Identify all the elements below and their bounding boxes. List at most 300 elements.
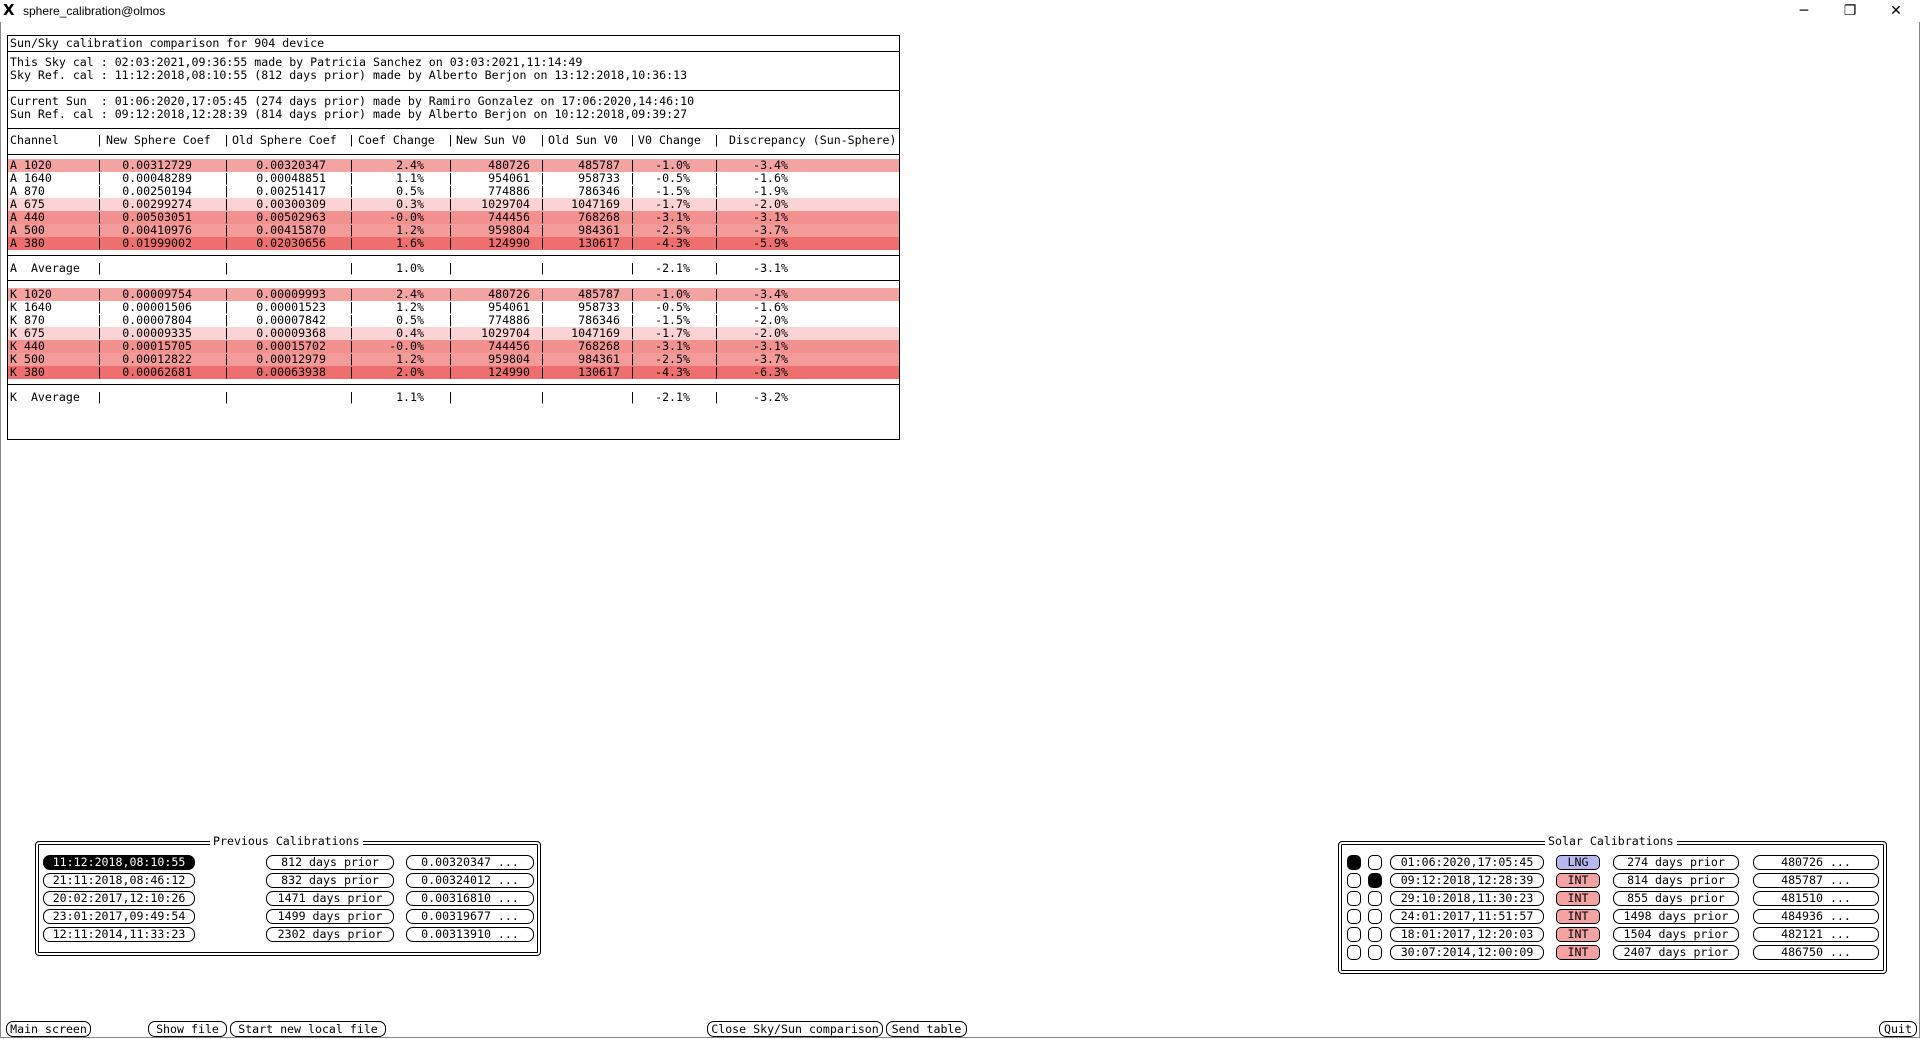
cell-new-v0: 1029704 xyxy=(481,326,530,340)
column-separator: | xyxy=(629,261,636,275)
column-separator: | xyxy=(447,184,454,198)
solar-calibration-type-badge: INT xyxy=(1556,909,1600,924)
solar-calibration-date-button[interactable]: 09:12:2018,12:28:39 xyxy=(1390,873,1544,888)
cell-old-v0: 485787 xyxy=(578,287,620,301)
cell-old-coef: 0.00007842 xyxy=(256,313,326,327)
cell-old-v0: 984361 xyxy=(578,352,620,366)
column-separator: | xyxy=(96,300,103,314)
cell-new-v0: 774886 xyxy=(488,184,530,198)
sky-info-line: Sky Ref. cal : 11:12:2018,08:10:55 (812 days prior) made by Alberto Berjon on 13:12:2018,10:36:13 xyxy=(10,68,688,82)
column-separator: | xyxy=(713,197,720,211)
previous-calibration-coef-button[interactable]: 0.00319677 ... xyxy=(406,909,534,924)
cell-ch: A 675 xyxy=(10,197,45,211)
cell-v0-change: -1.7% xyxy=(655,326,690,340)
column-header: New Sun V0 xyxy=(456,133,526,147)
cell-coef-change: -0.0% xyxy=(389,339,424,353)
cell-new-v0: 959804 xyxy=(488,352,530,366)
column-separator: | xyxy=(223,365,230,379)
cell-v0-change: -3.1% xyxy=(655,339,690,353)
column-separator: | xyxy=(223,184,230,198)
cell-v0-change: -1.5% xyxy=(655,313,690,327)
solar-calibration-v0-button[interactable]: 480726 ... xyxy=(1753,855,1879,870)
cell-ch: K 500 xyxy=(10,352,45,366)
column-separator: | xyxy=(223,390,230,404)
cell-new-coef: 0.00312729 xyxy=(122,158,192,172)
solar-calibration-type-badge: LNG xyxy=(1556,855,1600,870)
show-file-button[interactable]: Show file xyxy=(148,1021,227,1037)
column-separator: | xyxy=(223,210,230,224)
column-separator: | xyxy=(447,287,454,301)
column-separator: | xyxy=(629,365,636,379)
column-separator: | xyxy=(447,261,454,275)
column-separator: | xyxy=(447,210,454,224)
previous-calibration-date-button[interactable]: 21:11:2018,08:46:12 xyxy=(43,873,195,888)
cell-disc: -6.3% xyxy=(753,365,788,379)
sun-info-section xyxy=(8,91,899,129)
cell-old-coef: 0.00415870 xyxy=(256,223,326,237)
cell-disc: -3.7% xyxy=(753,223,788,237)
cell-coef-change: 1.2% xyxy=(396,223,424,237)
column-header: Coef Change xyxy=(358,133,435,147)
column-separator: | xyxy=(96,184,103,198)
cell-old-v0: 1047169 xyxy=(571,197,620,211)
cell-v0-change: -1.0% xyxy=(655,158,690,172)
solar-calibration-type-badge: INT xyxy=(1556,945,1600,960)
previous-calibration-prior-label: 1499 days prior xyxy=(266,909,394,924)
column-separator: | xyxy=(539,261,546,275)
column-header: Discrepancy (Sun-Sphere) xyxy=(729,133,897,147)
column-separator: | xyxy=(96,390,103,404)
cell-v0-change: -0.5% xyxy=(655,300,690,314)
solar-reference-radio[interactable] xyxy=(1368,891,1382,906)
column-separator: | xyxy=(96,223,103,237)
column-separator: | xyxy=(96,326,103,340)
cell-coef-change: 1.6% xyxy=(396,236,424,250)
column-separator: | xyxy=(96,133,103,147)
solar-calibration-v0-button[interactable]: 485787 ... xyxy=(1753,873,1879,888)
cell-disc: -1.6% xyxy=(753,300,788,314)
column-separator: | xyxy=(713,210,720,224)
cell-new-v0: 774886 xyxy=(488,313,530,327)
solar-calibration-prior-label: 814 days prior xyxy=(1613,873,1739,888)
close-sky-sun-comparison-button[interactable]: Close Sky/Sun comparison xyxy=(707,1021,883,1037)
column-separator: | xyxy=(629,390,636,404)
column-separator: | xyxy=(713,158,720,172)
cell-disc: -2.0% xyxy=(753,313,788,327)
cell-disc: -3.4% xyxy=(753,287,788,301)
column-header: V0 Change xyxy=(638,133,701,147)
cell-new-coef: 0.00009335 xyxy=(122,326,192,340)
solar-select-radio[interactable] xyxy=(1347,891,1361,906)
cell-disc: -3.1% xyxy=(753,261,788,275)
cell-new-coef: 0.01999002 xyxy=(122,236,192,250)
cell-coef-change: 2.4% xyxy=(396,158,424,172)
solar-calibration-prior-label: 274 days prior xyxy=(1613,855,1739,870)
column-separator: | xyxy=(223,223,230,237)
column-separator: | xyxy=(348,365,355,379)
average-label: A Average xyxy=(10,261,80,275)
column-header: Old Sphere Coef xyxy=(232,133,337,147)
column-separator: | xyxy=(539,352,546,366)
cell-v0-change: -1.0% xyxy=(655,287,690,301)
column-separator: | xyxy=(348,339,355,353)
column-separator: | xyxy=(348,326,355,340)
cell-new-v0: 744456 xyxy=(488,210,530,224)
solar-calibration-prior-label: 1504 days prior xyxy=(1613,927,1739,942)
column-separator: | xyxy=(447,133,454,147)
cell-old-coef: 0.00009993 xyxy=(256,287,326,301)
solar-select-radio[interactable] xyxy=(1347,855,1361,870)
table-row xyxy=(8,366,899,379)
column-separator: | xyxy=(539,326,546,340)
column-separator: | xyxy=(96,339,103,353)
cell-coef-change: 1.1% xyxy=(396,390,424,404)
solar-reference-radio[interactable] xyxy=(1368,855,1382,870)
solar-calibration-type-badge: INT xyxy=(1556,873,1600,888)
cell-disc: -3.1% xyxy=(753,210,788,224)
column-separator: | xyxy=(713,223,720,237)
solar-calibration-prior-label: 1498 days prior xyxy=(1613,909,1739,924)
column-separator: | xyxy=(96,352,103,366)
solar-reference-radio[interactable] xyxy=(1368,945,1382,960)
table-header-section xyxy=(8,129,899,155)
column-separator: | xyxy=(96,171,103,185)
cell-new-coef: 0.00001506 xyxy=(122,300,192,314)
cell-new-coef: 0.00299274 xyxy=(122,197,192,211)
column-separator: | xyxy=(539,339,546,353)
cell-new-v0: 480726 xyxy=(488,287,530,301)
cell-old-coef: 0.02030656 xyxy=(256,236,326,250)
column-separator: | xyxy=(348,133,355,147)
column-separator: | xyxy=(713,287,720,301)
column-separator: | xyxy=(713,390,720,404)
solar-calibration-date-button[interactable]: 29:10:2018,11:30:23 xyxy=(1390,891,1544,906)
cell-new-coef: 0.00062681 xyxy=(122,365,192,379)
column-separator: | xyxy=(713,184,720,198)
previous-calibrations-title: Previous Calibrations xyxy=(210,835,363,848)
cell-old-v0: 1047169 xyxy=(571,326,620,340)
cell-old-v0: 768268 xyxy=(578,210,620,224)
column-separator: | xyxy=(539,236,546,250)
sky-info-line: This Sky cal : 02:03:2021,09:36:55 made by Patricia Sanchez on 03:03:2021,11:14:49 xyxy=(10,55,583,69)
minimize-button[interactable]: ─ xyxy=(1799,3,1809,19)
column-separator: | xyxy=(348,184,355,198)
column-separator: | xyxy=(348,158,355,172)
cell-ch: A 500 xyxy=(10,223,45,237)
report-header: Sun/Sky calibration comparison for 904 device xyxy=(10,36,325,50)
column-separator: | xyxy=(223,236,230,250)
cell-coef-change: 1.0% xyxy=(396,261,424,275)
table-header-row xyxy=(8,134,899,147)
close-button[interactable]: ✕ xyxy=(1890,3,1902,19)
column-separator: | xyxy=(96,236,103,250)
cell-ch: K 1640 xyxy=(10,300,52,314)
solar-select-radio[interactable] xyxy=(1347,909,1361,924)
column-separator: | xyxy=(539,313,546,327)
cell-new-coef: 0.00012822 xyxy=(122,352,192,366)
column-separator: | xyxy=(713,326,720,340)
column-separator: | xyxy=(223,313,230,327)
cell-new-v0: 959804 xyxy=(488,223,530,237)
cell-coef-change: 2.4% xyxy=(396,287,424,301)
cell-disc: -3.2% xyxy=(753,390,788,404)
column-separator: | xyxy=(447,223,454,237)
column-separator: | xyxy=(629,171,636,185)
cell-ch: A 440 xyxy=(10,210,45,224)
column-separator: | xyxy=(629,184,636,198)
cell-new-coef: 0.00007804 xyxy=(122,313,192,327)
cell-old-v0: 984361 xyxy=(578,223,620,237)
column-separator: | xyxy=(539,171,546,185)
column-separator: | xyxy=(539,300,546,314)
column-separator: | xyxy=(447,197,454,211)
cell-v0-change: -2.5% xyxy=(655,223,690,237)
column-separator: | xyxy=(539,390,546,404)
solar-select-radio[interactable] xyxy=(1347,873,1361,888)
cell-old-coef: 0.00012979 xyxy=(256,352,326,366)
column-separator: | xyxy=(539,365,546,379)
column-separator: | xyxy=(96,313,103,327)
cell-coef-change: 0.4% xyxy=(396,326,424,340)
column-separator: | xyxy=(629,236,636,250)
column-separator: | xyxy=(348,261,355,275)
cell-v0-change: -1.7% xyxy=(655,197,690,211)
solar-reference-radio[interactable] xyxy=(1368,873,1382,888)
cell-new-coef: 0.00503051 xyxy=(122,210,192,224)
solar-calibration-v0-button[interactable]: 481510 ... xyxy=(1753,891,1879,906)
column-separator: | xyxy=(223,339,230,353)
column-separator: | xyxy=(96,365,103,379)
cell-ch: K 1020 xyxy=(10,287,52,301)
column-separator: | xyxy=(539,210,546,224)
column-separator: | xyxy=(348,223,355,237)
column-separator: | xyxy=(223,261,230,275)
cell-old-coef: 0.00001523 xyxy=(256,300,326,314)
column-separator: | xyxy=(223,352,230,366)
cell-disc: -1.9% xyxy=(753,184,788,198)
cell-old-v0: 130617 xyxy=(578,365,620,379)
column-separator: | xyxy=(96,261,103,275)
column-separator: | xyxy=(348,197,355,211)
report-header-section xyxy=(8,36,899,52)
start-new-local-file-button[interactable]: Start new local file xyxy=(230,1021,386,1037)
cell-ch: A 380 xyxy=(10,236,45,250)
column-separator: | xyxy=(447,326,454,340)
window-title: sphere_calibration@olmos xyxy=(23,4,166,18)
column-separator: | xyxy=(348,390,355,404)
cell-v0-change: -2.1% xyxy=(655,390,690,404)
cell-disc: -3.1% xyxy=(753,339,788,353)
cell-old-coef: 0.00009368 xyxy=(256,326,326,340)
cell-coef-change: 1.1% xyxy=(396,171,424,185)
column-separator: | xyxy=(539,184,546,198)
column-separator: | xyxy=(629,313,636,327)
column-separator: | xyxy=(348,352,355,366)
cell-old-coef: 0.00251417 xyxy=(256,184,326,198)
column-separator: | xyxy=(96,197,103,211)
cell-new-coef: 0.00048289 xyxy=(122,171,192,185)
column-separator: | xyxy=(713,133,720,147)
column-separator: | xyxy=(223,197,230,211)
column-separator: | xyxy=(629,223,636,237)
column-separator: | xyxy=(223,171,230,185)
cell-disc: -3.4% xyxy=(753,158,788,172)
cell-old-v0: 958733 xyxy=(578,171,620,185)
solar-calibration-type-badge: INT xyxy=(1556,927,1600,942)
column-separator: | xyxy=(348,236,355,250)
previous-calibration-prior-label: 832 days prior xyxy=(266,873,394,888)
cell-new-v0: 124990 xyxy=(488,365,530,379)
cell-old-v0: 130617 xyxy=(578,236,620,250)
cell-new-coef: 0.00015705 xyxy=(122,339,192,353)
column-separator: | xyxy=(348,300,355,314)
solar-reference-radio[interactable] xyxy=(1368,909,1382,924)
column-separator: | xyxy=(447,236,454,250)
cell-disc: -3.7% xyxy=(753,352,788,366)
previous-calibration-coef-button[interactable]: 0.00313910 ... xyxy=(406,927,534,942)
column-separator: | xyxy=(223,158,230,172)
cell-new-coef: 0.00410976 xyxy=(122,223,192,237)
cell-disc: -2.0% xyxy=(753,197,788,211)
solar-calibration-type-badge: INT xyxy=(1556,891,1600,906)
column-separator: | xyxy=(348,287,355,301)
column-separator: | xyxy=(713,261,720,275)
previous-calibration-date-button[interactable]: 11:12:2018,08:10:55 xyxy=(43,855,195,870)
cell-v0-change: -4.3% xyxy=(655,236,690,250)
cell-coef-change: 1.2% xyxy=(396,352,424,366)
solar-calibrations-title: Solar Calibrations xyxy=(1545,835,1677,848)
solar-select-radio[interactable] xyxy=(1347,927,1361,942)
column-header: Old Sun V0 xyxy=(548,133,618,147)
sky-info-section xyxy=(8,52,899,91)
quit-button[interactable]: Quit xyxy=(1879,1021,1917,1037)
group-divider xyxy=(8,280,899,281)
column-separator: | xyxy=(447,390,454,404)
solar-select-radio[interactable] xyxy=(1347,945,1361,960)
cell-disc: -1.6% xyxy=(753,171,788,185)
solar-calibration-date-button[interactable]: 18:01:2017,12:20:03 xyxy=(1390,927,1544,942)
send-table-button[interactable]: Send table xyxy=(886,1021,967,1037)
solar-calibration-v0-button[interactable]: 484936 ... xyxy=(1753,909,1879,924)
cell-new-coef: 0.00250194 xyxy=(122,184,192,198)
cell-ch: A 1020 xyxy=(10,158,52,172)
solar-calibration-prior-label: 2407 days prior xyxy=(1613,945,1739,960)
cell-old-v0: 958733 xyxy=(578,300,620,314)
cell-old-v0: 786346 xyxy=(578,184,620,198)
cell-new-v0: 744456 xyxy=(488,339,530,353)
column-separator: | xyxy=(223,287,230,301)
column-separator: | xyxy=(629,210,636,224)
cell-coef-change: 0.5% xyxy=(396,313,424,327)
cell-v0-change: -2.1% xyxy=(655,261,690,275)
column-separator: | xyxy=(629,287,636,301)
column-separator: | xyxy=(713,339,720,353)
previous-calibration-prior-label: 2302 days prior xyxy=(266,927,394,942)
cell-new-v0: 480726 xyxy=(488,158,530,172)
solar-calibration-date-button[interactable]: 30:07:2014,12:00:09 xyxy=(1390,945,1544,960)
cell-old-coef: 0.00320347 xyxy=(256,158,326,172)
cell-old-v0: 485787 xyxy=(578,158,620,172)
cell-v0-change: -3.1% xyxy=(655,210,690,224)
solar-calibration-v0-button[interactable]: 486750 ... xyxy=(1753,945,1879,960)
previous-calibration-coef-button[interactable]: 0.00320347 ... xyxy=(406,855,534,870)
column-separator: | xyxy=(539,287,546,301)
previous-calibration-prior-label: 812 days prior xyxy=(266,855,394,870)
column-separator: | xyxy=(539,223,546,237)
table-row xyxy=(8,237,899,250)
column-separator: | xyxy=(539,158,546,172)
average-row xyxy=(8,262,899,275)
cell-old-v0: 768268 xyxy=(578,339,620,353)
column-separator: | xyxy=(447,313,454,327)
column-separator: | xyxy=(447,352,454,366)
column-separator: | xyxy=(713,171,720,185)
cell-ch: K 380 xyxy=(10,365,45,379)
cell-disc: -2.0% xyxy=(753,326,788,340)
cell-coef-change: -0.0% xyxy=(389,210,424,224)
solar-calibration-date-button[interactable]: 24:01:2017,11:51:57 xyxy=(1390,909,1544,924)
column-separator: | xyxy=(539,133,546,147)
previous-calibration-coef-button[interactable]: 0.00316810 ... xyxy=(406,891,534,906)
cell-ch: A 870 xyxy=(10,184,45,198)
solar-reference-radio[interactable] xyxy=(1368,927,1382,942)
column-separator: | xyxy=(447,171,454,185)
previous-calibration-date-button[interactable]: 20:02:2017,12:10:26 xyxy=(43,891,195,906)
column-separator: | xyxy=(223,300,230,314)
cell-new-v0: 124990 xyxy=(488,236,530,250)
main-screen-button[interactable]: Main screen xyxy=(6,1021,91,1037)
cell-v0-change: -0.5% xyxy=(655,171,690,185)
previous-calibration-date-button[interactable]: 23:01:2017,09:49:54 xyxy=(43,909,195,924)
column-separator: | xyxy=(96,287,103,301)
column-separator: | xyxy=(223,326,230,340)
column-separator: | xyxy=(223,133,230,147)
group-divider xyxy=(8,255,899,256)
cell-old-v0: 786346 xyxy=(578,313,620,327)
column-header: Channel xyxy=(10,133,59,147)
cell-v0-change: -2.5% xyxy=(655,352,690,366)
cell-coef-change: 0.3% xyxy=(396,197,424,211)
solar-calibration-date-button[interactable]: 01:06:2020,17:05:45 xyxy=(1390,855,1544,870)
cell-ch: K 870 xyxy=(10,313,45,327)
cell-new-v0: 954061 xyxy=(488,300,530,314)
column-separator: | xyxy=(713,300,720,314)
cell-new-v0: 1029704 xyxy=(481,197,530,211)
cell-ch: K 440 xyxy=(10,339,45,353)
previous-calibration-date-button[interactable]: 12:11:2014,11:33:23 xyxy=(43,927,195,942)
sun-info-line: Sun Ref. cal : 09:12:2018,12:28:39 (814 days prior) made by Alberto Berjon on 10:12:2018,09:39:27 xyxy=(10,107,688,121)
cell-old-coef: 0.00063938 xyxy=(256,365,326,379)
column-separator: | xyxy=(348,313,355,327)
column-separator: | xyxy=(629,158,636,172)
previous-calibration-coef-button[interactable]: 0.00324012 ... xyxy=(406,873,534,888)
column-separator: | xyxy=(629,197,636,211)
solar-calibration-v0-button[interactable]: 482121 ... xyxy=(1753,927,1879,942)
column-header: New Sphere Coef xyxy=(106,133,211,147)
maximize-button[interactable]: ❐ xyxy=(1843,3,1857,19)
sun-info-line: Current Sun : 01:06:2020,17:05:45 (274 days prior) made by Ramiro Gonzalez on 17:06:2020,14:46:10 xyxy=(10,94,695,108)
column-separator: | xyxy=(447,339,454,353)
column-separator: | xyxy=(629,339,636,353)
column-separator: | xyxy=(629,352,636,366)
column-separator: | xyxy=(447,365,454,379)
cell-ch: A 1640 xyxy=(10,171,52,185)
cell-old-coef: 0.00300309 xyxy=(256,197,326,211)
cell-old-coef: 0.00502963 xyxy=(256,210,326,224)
average-row xyxy=(8,391,899,404)
cell-v0-change: -1.5% xyxy=(655,184,690,198)
column-separator: | xyxy=(96,210,103,224)
